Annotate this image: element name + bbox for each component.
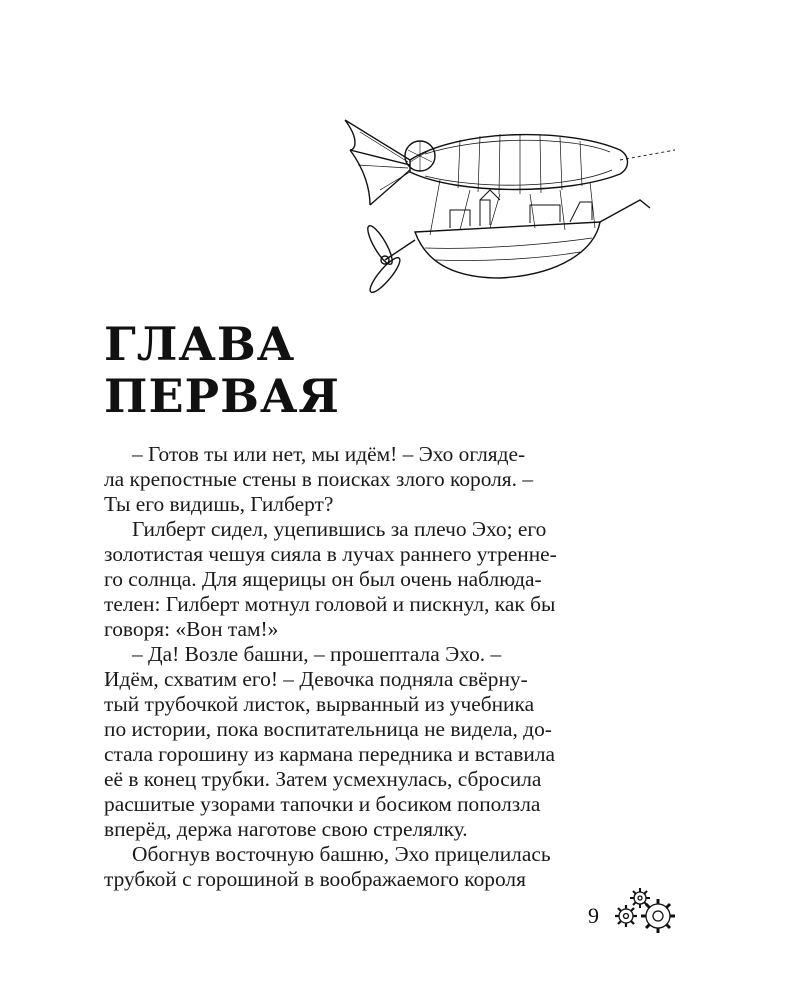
body-line: говоря: «Вон там!» [104,617,279,641]
gears-icon [608,884,686,936]
airship-icon [330,110,680,310]
body-line: Идём, схватим его! – Девочка подняла свёрну- [104,667,528,691]
chapter-title-line-1: ГЛАВА [104,317,296,371]
body-line: вперёд, держа наготове свою стрелялку. [104,817,468,841]
body-line: золотистая чешуя сияла в лучах раннего утренне- [104,542,557,566]
chapter-title [104,318,340,422]
body-line: стала горошину из кармана передника и вставила [104,742,556,766]
body-line: тый трубочкой листок, вырванный из учебника [104,692,535,716]
chapter-body-text [104,442,646,892]
page-number: 9 [588,903,599,928]
body-line: её в конец трубки. Затем усмехнулась, сбросила [104,767,542,791]
body-line: го солнца. Для ящерицы он был очень наблюда- [104,567,542,591]
body-line: – Да! Возле башни, – прошептала Эхо. – [132,642,502,666]
body-line: – Готов ты или нет, мы идём! – Эхо огляде- [132,442,526,466]
body-line: Гилберт сидел, уцепившись за плечо Эхо; его [132,517,547,541]
body-line: трубкой с горошиной в воображаемого короля [104,867,526,891]
chapter-title-line-2: ПЕРВАЯ [104,369,340,423]
body-line: расшитые узорами тапочки и босиком поползла [104,792,541,816]
body-line: ла крепостные стены в поисках злого короля. – [104,467,534,491]
body-line: Ты его видишь, Гилберт? [104,492,334,516]
body-line: по истории, пока воспитательница не видела, до- [104,717,552,741]
body-line: телен: Гилберт мотнул головой и пискнул, как бы [104,592,556,616]
body-line: Обогнув восточную башню, Эхо прицелилась [132,842,551,866]
